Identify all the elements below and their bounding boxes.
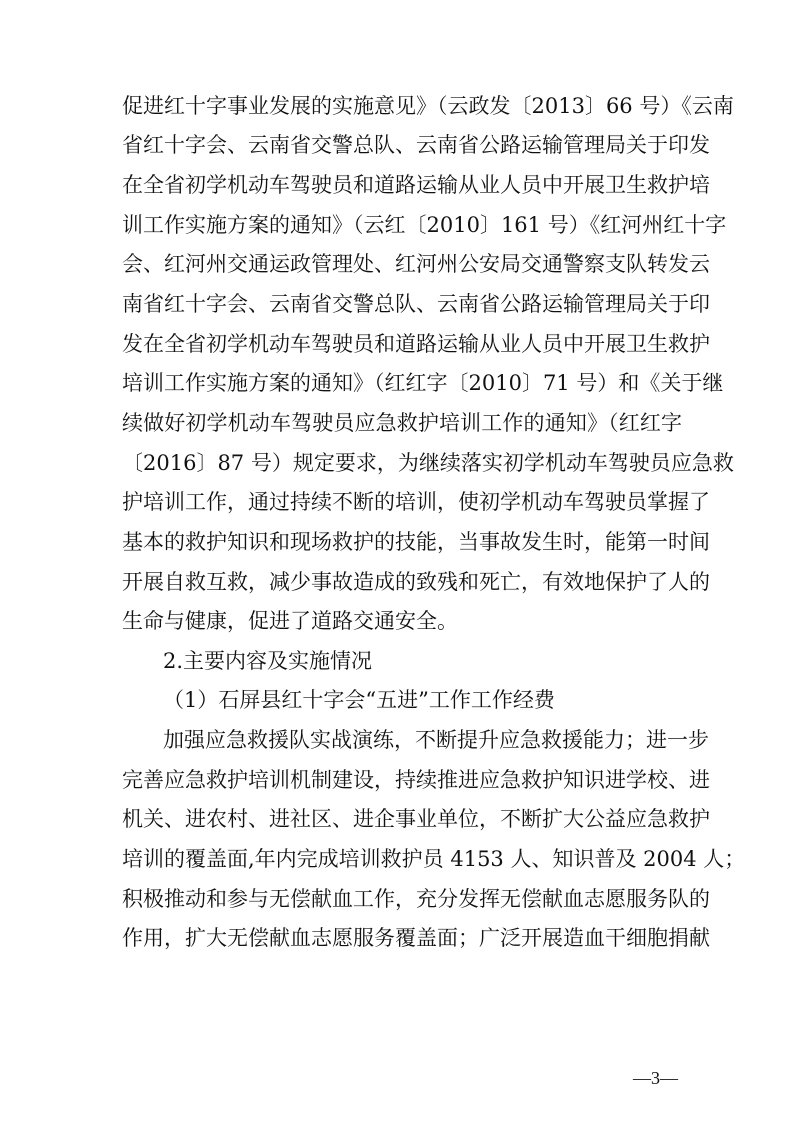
body-text-line: 机关、进农村、进社区、进企事业单位，不断扩大公益应急救护 bbox=[122, 807, 710, 831]
body-text-line: 开展自救互救，减少事故造成的致残和死亡，有效地保护了人的 bbox=[122, 570, 710, 594]
body-text-line: 〔2016〕87 号）规定要求，为继续落实初学机动车驾驶员应急救 bbox=[122, 451, 734, 475]
body-text-line: 促进红十字事业发展的实施意见》（云政发〔2013〕66 号）《云南 bbox=[122, 94, 734, 118]
body-text-line: 培训的覆盖面,年内完成培训救护员 4153 人、知识普及 2004 人； bbox=[122, 847, 746, 871]
body-text-line: 在全省初学机动车驾驶员和道路运输从业人员中开展卫生救护培 bbox=[122, 173, 710, 197]
body-text-line: 作用，扩大无偿献血志愿服务覆盖面；广泛开展造血干细胞捐献 bbox=[122, 926, 710, 950]
body-text-line: 训工作实施方案的通知》（云红〔2010〕161 号）《红河州红十字 bbox=[122, 213, 727, 237]
body-text-line: 基本的救护知识和现场救护的技能，当事故发生时，能第一时间 bbox=[122, 530, 710, 554]
body-text-line: 省红十字会、云南省交警总队、云南省公路运输管理局关于印发 bbox=[122, 133, 710, 157]
body-text-line: 护培训工作，通过持续不断的培训，使初学机动车驾驶员掌握了 bbox=[122, 490, 710, 514]
body-text-line: 积极推动和参与无偿献血工作，充分发挥无偿献血志愿服务队的 bbox=[122, 887, 710, 911]
body-text-line: 加强应急救援队实战演练，不断提升应急救援能力；进一步 bbox=[163, 728, 709, 752]
body-text-line: 会、红河州交通运政管理处、红河州公安局交通警察支队转发云 bbox=[122, 252, 710, 276]
section-heading: 2.主要内容及实施情况 bbox=[163, 649, 373, 673]
body-text-line: 生命与健康，促进了道路交通安全。 bbox=[122, 609, 458, 633]
page-number: —3— bbox=[633, 1068, 678, 1088]
subsection-heading: （1）石屏县红十字会“五进”工作工作经费 bbox=[163, 688, 555, 712]
body-text-line: 续做好初学机动车驾驶员应急救护培训工作的通知》（红红字 bbox=[122, 411, 682, 435]
body-text-line: 发在全省初学机动车驾驶员和道路运输从业人员中开展卫生救护 bbox=[122, 332, 710, 356]
body-text-line: 南省红十字会、云南省交警总队、云南省公路运输管理局关于印 bbox=[122, 292, 710, 316]
body-text-line: 完善应急救护培训机制建设，持续推进应急救护知识进学校、进 bbox=[122, 768, 710, 792]
body-text-line: 培训工作实施方案的通知》（红红字〔2010〕71 号）和《关于继 bbox=[122, 371, 724, 395]
